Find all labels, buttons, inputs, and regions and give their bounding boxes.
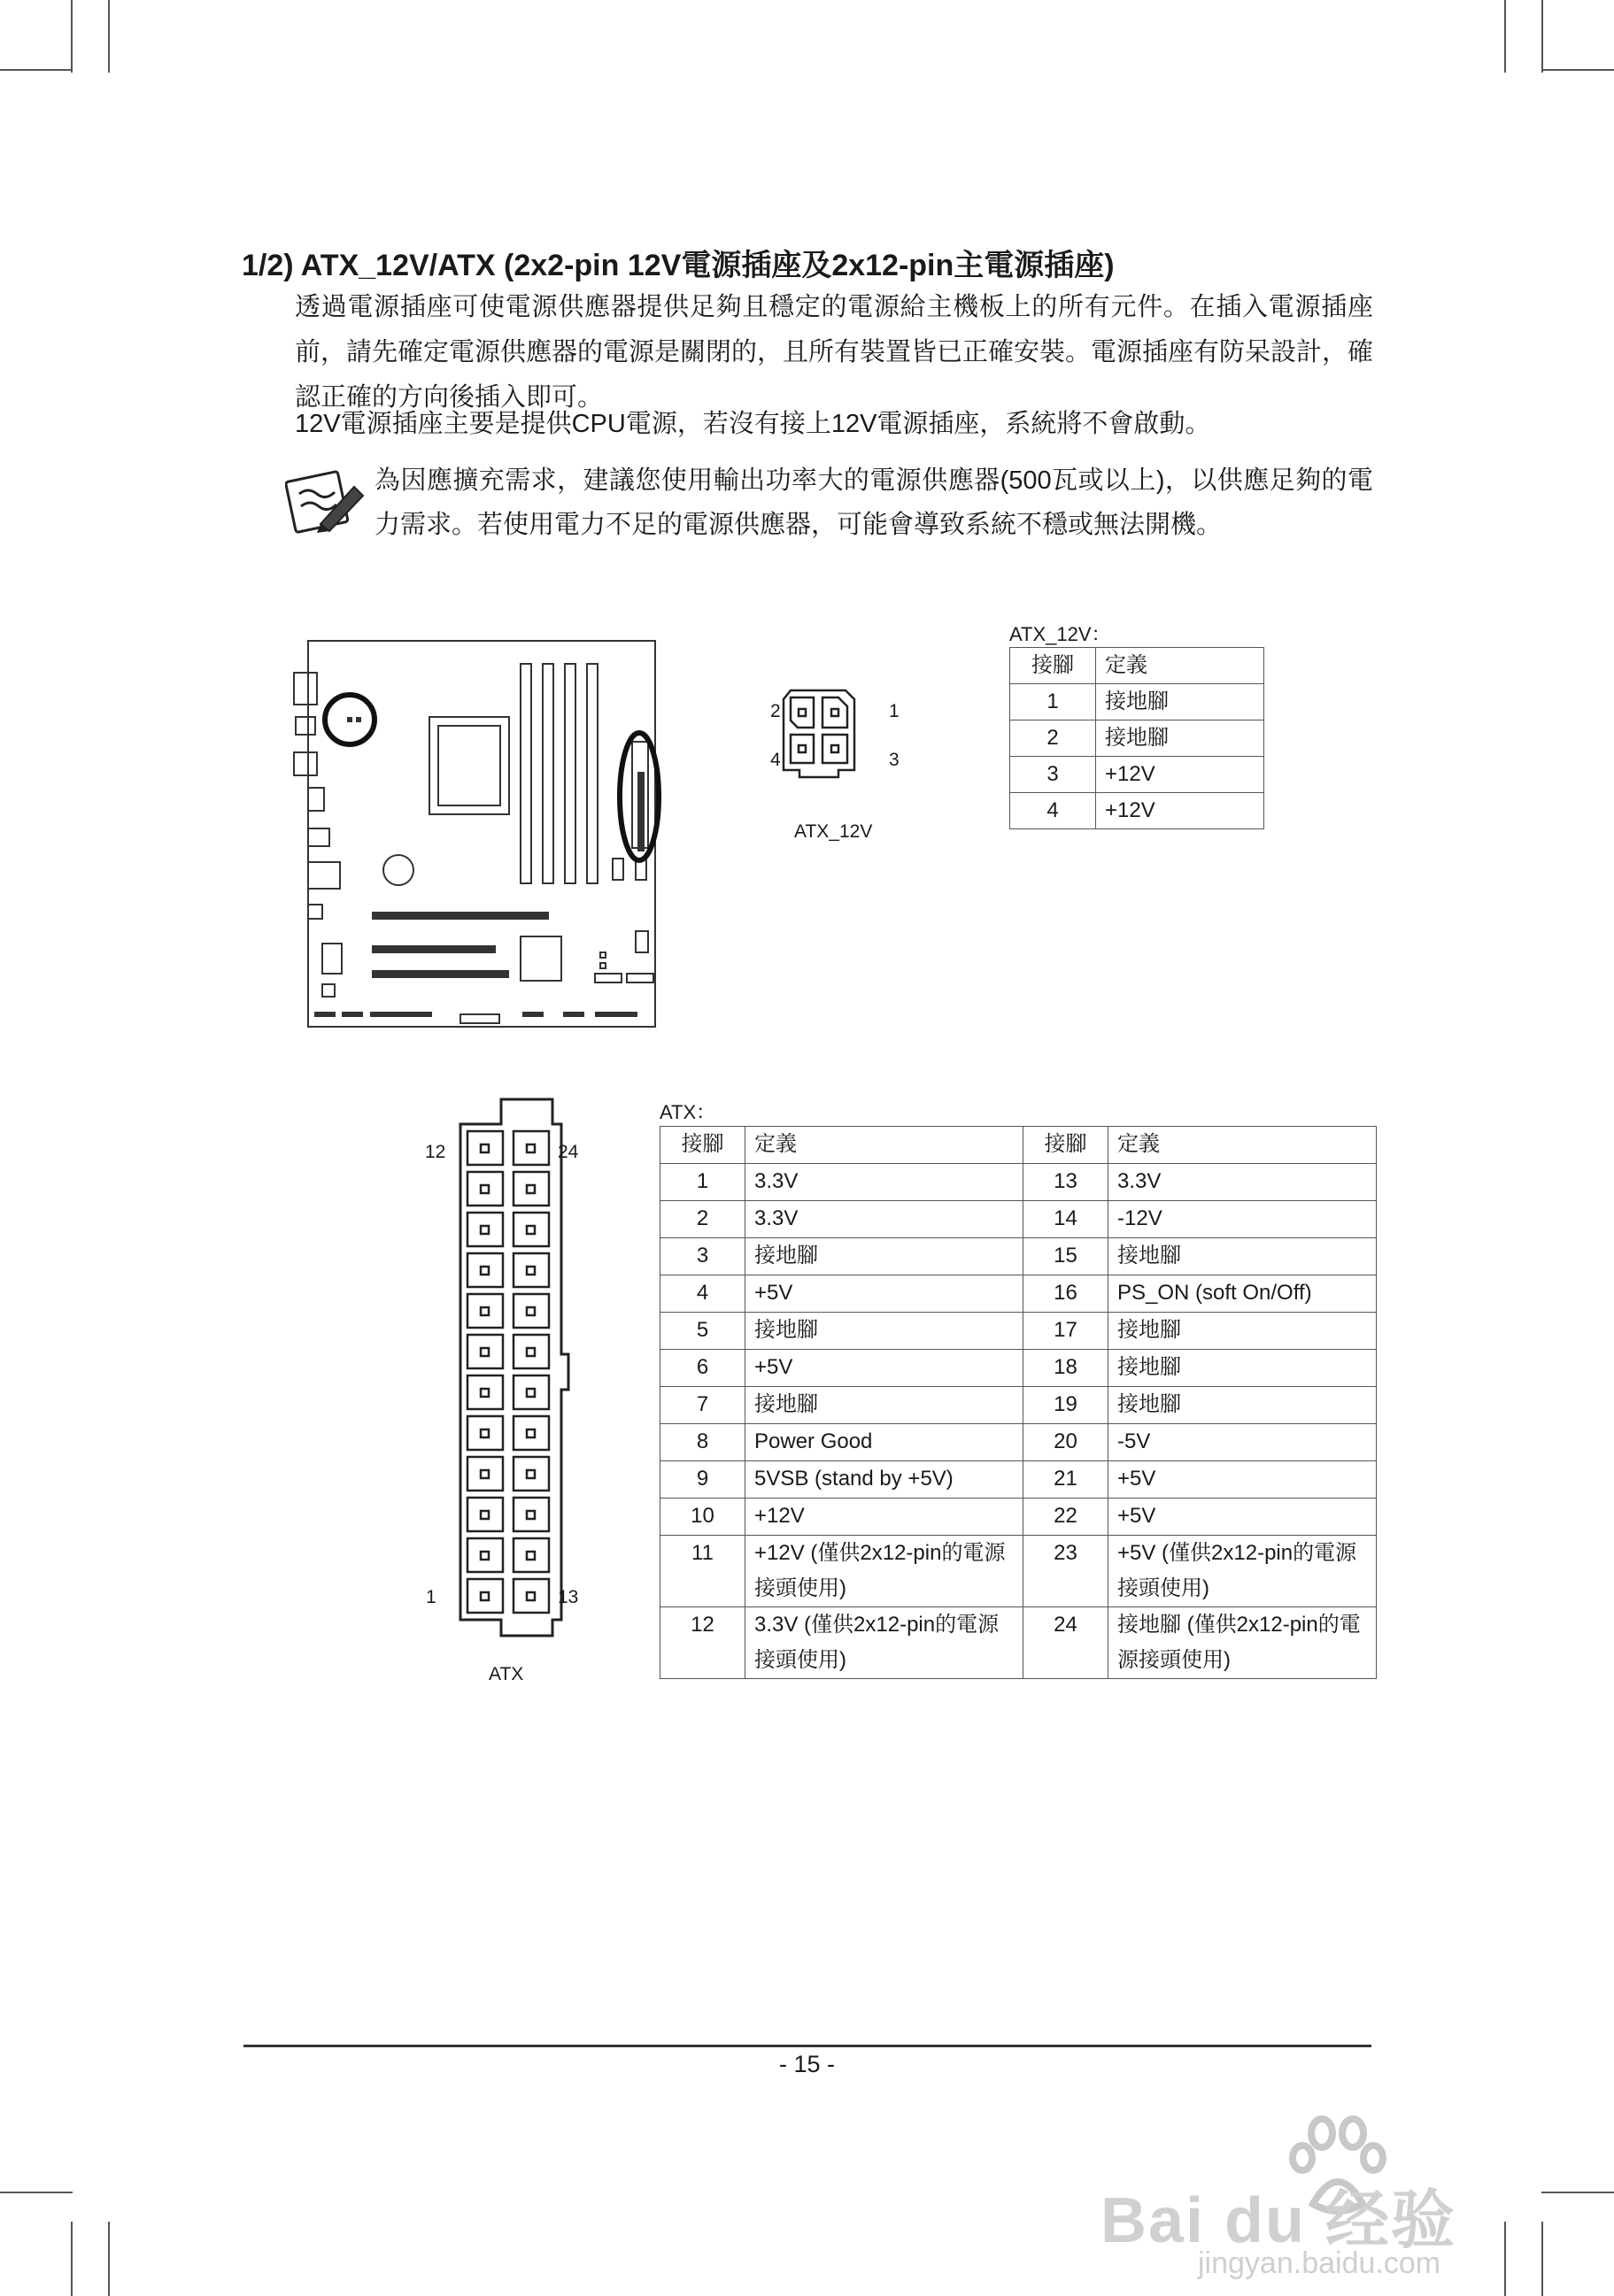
atx-pin-socket xyxy=(467,1172,503,1206)
table-row xyxy=(660,1350,1377,1387)
definition-cell: -5V xyxy=(1108,1424,1377,1461)
definition-cell: Power Good xyxy=(745,1424,1023,1461)
pin-cell: 18 xyxy=(1023,1350,1108,1387)
atx-pin-contact xyxy=(481,1389,489,1397)
definition-cell: +12V xyxy=(1096,757,1264,793)
atx-pin-socket xyxy=(514,1538,549,1572)
pin-cell: 11 xyxy=(660,1536,745,1607)
atx-pin-contact xyxy=(481,1552,489,1560)
pin-cell: 3 xyxy=(1010,757,1096,793)
atx-pin-contact xyxy=(481,1307,489,1315)
baidu-jingyan-watermark xyxy=(1100,2107,1512,2284)
intro-paragraph: 透過電源插座可使電源供應器提供足夠且穩定的電源給主機板上的所有元件。在插入電源插座前，請先確定電源供應器的電源是關閉的，且所有裝置皆已正確安裝。電源插座有防呆設計，確認正確的方向後插入即可。 xyxy=(295,293,1374,412)
pin-cell: 2 xyxy=(660,1201,745,1238)
definition-cell: 接地腳 xyxy=(1108,1387,1377,1424)
table-row xyxy=(660,1607,1377,1679)
definition-cell: 3.3V xyxy=(1108,1164,1377,1201)
pin-cell: 17 xyxy=(1023,1313,1108,1350)
table-row xyxy=(1010,720,1264,757)
atx-pin-contact xyxy=(527,1592,535,1600)
cpu-power-paragraph: 12V電源插座主要是提供CPU電源，若沒有接上12V電源插座，系統將不會啟動。 xyxy=(295,410,1211,438)
crop-mark xyxy=(1541,2222,1543,2296)
pin-cell: 16 xyxy=(1023,1275,1108,1313)
header-cell: 接腳 xyxy=(660,1127,745,1164)
definition-cell: +12V xyxy=(1096,793,1264,829)
atx-pin-contact xyxy=(527,1307,535,1315)
atx12v-pin-table xyxy=(1009,647,1264,829)
atx-pin-socket xyxy=(467,1213,503,1246)
pin-cell: 12 xyxy=(660,1607,745,1679)
atx-pin-contact xyxy=(527,1185,535,1193)
atx-24pin-connector-drawing xyxy=(443,1098,584,1655)
footer-rule xyxy=(243,2045,1371,2047)
table-row xyxy=(660,1387,1377,1424)
atx-pin-socket xyxy=(467,1253,503,1287)
pin-cell: 10 xyxy=(660,1499,745,1536)
atx-pin-socket xyxy=(514,1172,549,1206)
table-row xyxy=(660,1275,1377,1313)
header-cell: 定義 xyxy=(1096,648,1264,684)
table-header-row xyxy=(660,1127,1377,1164)
note-text: 為因應擴充需求，建議您使用輸出功率大的電源供應器(500瓦或以上)，以供應足夠的電力需求。若使用電力不足的電源供應器，可能會導致系統不穩或無法開機。 xyxy=(375,466,1373,539)
definition-cell: 接地腳 xyxy=(745,1387,1023,1424)
pin-cell: 21 xyxy=(1023,1461,1108,1499)
pin-cell: 13 xyxy=(1023,1164,1108,1201)
atx12v-pin-label: 1 xyxy=(889,701,900,721)
atx-pin-socket xyxy=(514,1294,549,1328)
pin-cell: 24 xyxy=(1023,1607,1108,1679)
header-cell: 接腳 xyxy=(1023,1127,1108,1164)
atx-pin-contact xyxy=(527,1552,535,1560)
crop-mark xyxy=(1541,2192,1614,2193)
crop-mark xyxy=(0,69,73,71)
table-row xyxy=(1010,793,1264,829)
atx-pin-contact xyxy=(481,1144,489,1152)
definition-cell: +5V xyxy=(745,1275,1023,1313)
atx-pin-contact xyxy=(527,1511,535,1519)
definition-cell: -12V xyxy=(1108,1201,1377,1238)
motherboard-diagram xyxy=(283,620,699,1036)
crop-mark xyxy=(1504,0,1506,73)
atx-pin-socket xyxy=(467,1579,503,1613)
atx-pin-contact xyxy=(527,1144,535,1152)
atx-pin-socket xyxy=(514,1213,549,1246)
definition-cell: +5V (僅供2x12-pin的電源接頭使用) xyxy=(1108,1536,1377,1607)
page-number: - 15 - xyxy=(778,2051,836,2077)
table-row xyxy=(660,1424,1377,1461)
atx-caption: ATX xyxy=(489,1664,524,1684)
definition-cell: 接地腳 xyxy=(1108,1350,1377,1387)
pin-cell: 22 xyxy=(1023,1499,1108,1536)
definition-cell: 3.3V xyxy=(745,1164,1023,1201)
table-row xyxy=(660,1499,1377,1536)
atx-pin-contact xyxy=(481,1511,489,1519)
atx-pin-socket xyxy=(514,1375,549,1409)
atx-pin-contact xyxy=(481,1470,489,1478)
atx12v-pin-label: 4 xyxy=(770,750,781,770)
definition-cell: 接地腳 xyxy=(1096,684,1264,720)
table-row xyxy=(660,1536,1377,1607)
pin-cell: 6 xyxy=(660,1350,745,1387)
definition-cell: 接地腳 xyxy=(745,1313,1023,1350)
pin-cell: 8 xyxy=(660,1424,745,1461)
atx-pin-contact xyxy=(481,1185,489,1193)
atx-pin-socket xyxy=(514,1253,549,1287)
definition-cell: +5V xyxy=(1108,1461,1377,1499)
table-row xyxy=(1010,757,1264,793)
atx-pin-socket xyxy=(467,1416,503,1450)
crop-mark xyxy=(1541,69,1614,71)
atx12v-caption: ATX_12V xyxy=(794,821,873,842)
crop-mark xyxy=(108,2222,110,2296)
atx12v-pin-label: 3 xyxy=(889,750,900,770)
definition-cell: +12V (僅供2x12-pin的電源接頭使用) xyxy=(745,1536,1023,1607)
pin-cell: 3 xyxy=(660,1238,745,1275)
crop-mark xyxy=(0,2192,73,2193)
atx-pin-contact xyxy=(481,1429,489,1437)
atx-pin-socket xyxy=(514,1498,549,1531)
atx-pin-contact xyxy=(527,1429,535,1437)
atx-pin-socket xyxy=(467,1131,503,1165)
pin-cell: 14 xyxy=(1023,1201,1108,1238)
atx-pin-contact xyxy=(527,1470,535,1478)
pin-cell: 9 xyxy=(660,1461,745,1499)
pin-cell: 4 xyxy=(1010,793,1096,829)
header-cell: 定義 xyxy=(1108,1127,1377,1164)
atx-pin-contact xyxy=(481,1226,489,1234)
table-row xyxy=(660,1313,1377,1350)
watermark-url: jingyan.baidu.com xyxy=(1198,2246,1441,2280)
atx-pin-socket xyxy=(514,1457,549,1491)
atx-pin-contact xyxy=(481,1348,489,1356)
atx-pin-socket xyxy=(467,1538,503,1572)
atx-pin-contact xyxy=(527,1389,535,1397)
atx-pin-socket xyxy=(514,1579,549,1613)
header-cell: 定義 xyxy=(745,1127,1023,1164)
atx-pin-contact xyxy=(481,1592,489,1600)
pin-cell: 1 xyxy=(660,1164,745,1201)
pin-cell: 23 xyxy=(1023,1536,1108,1607)
table-header-row xyxy=(1010,648,1264,684)
section-heading: 1/2) ATX_12V/ATX (2x2-pin 12V電源插座及2x12-pin主電源插座) xyxy=(242,249,1115,282)
crop-mark xyxy=(1541,0,1543,73)
definition-cell: +12V xyxy=(745,1499,1023,1536)
atx-pin-socket xyxy=(514,1335,549,1368)
note-pencil-icon xyxy=(285,467,367,535)
pin-cell: 5 xyxy=(660,1313,745,1350)
pin-cell: 4 xyxy=(660,1275,745,1313)
atx-pin-socket xyxy=(514,1416,549,1450)
definition-cell: 接地腳 xyxy=(745,1238,1023,1275)
atx-table-title: ATX： xyxy=(660,1101,716,1123)
definition-cell: +5V xyxy=(745,1350,1023,1387)
pin-cell: 1 xyxy=(1010,684,1096,720)
definition-cell: 接地腳 (僅供2x12-pin的電源接頭使用) xyxy=(1108,1607,1377,1679)
atx-pin-table xyxy=(660,1126,1377,1679)
atx-pin-label: 13 xyxy=(558,1587,579,1607)
pin-cell: 15 xyxy=(1023,1238,1108,1275)
header-cell: 接腳 xyxy=(1010,648,1096,684)
table-row xyxy=(660,1201,1377,1238)
atx-pin-socket xyxy=(467,1294,503,1328)
definition-cell: 接地腳 xyxy=(1108,1238,1377,1275)
definition-cell: 5VSB (stand by +5V) xyxy=(745,1461,1023,1499)
table-row xyxy=(660,1238,1377,1275)
atx12v-table-title: ATX_12V： xyxy=(1009,623,1111,645)
atx-pin-socket xyxy=(467,1335,503,1368)
atx12v-pin-label: 2 xyxy=(770,701,781,721)
table-row xyxy=(1010,684,1264,720)
watermark-brand: Bai du 经验 xyxy=(1100,2185,1457,2256)
atx-pin-contact xyxy=(527,1267,535,1275)
atx-pin-label: 24 xyxy=(558,1142,579,1162)
atx-pin-contact xyxy=(527,1226,535,1234)
crop-mark xyxy=(108,0,110,73)
crop-mark xyxy=(71,2222,73,2296)
atx-12v-connector-drawing xyxy=(757,682,890,788)
definition-cell: 3.3V xyxy=(745,1201,1023,1238)
definition-cell: PS_ON (soft On/Off) xyxy=(1108,1275,1377,1313)
atx-pin-socket xyxy=(467,1498,503,1531)
crop-mark xyxy=(71,0,73,73)
pin-cell: 7 xyxy=(660,1387,745,1424)
definition-cell: +5V xyxy=(1108,1499,1377,1536)
table-row xyxy=(660,1461,1377,1499)
atx-pin-socket xyxy=(514,1131,549,1165)
definition-cell: 3.3V (僅供2x12-pin的電源接頭使用) xyxy=(745,1607,1023,1679)
table-row xyxy=(660,1164,1377,1201)
pin-cell: 2 xyxy=(1010,720,1096,757)
definition-cell: 接地腳 xyxy=(1108,1313,1377,1350)
atx-pin-label: 12 xyxy=(425,1142,446,1162)
definition-cell: 接地腳 xyxy=(1096,720,1264,757)
pin-cell: 19 xyxy=(1023,1387,1108,1424)
atx-pin-socket xyxy=(467,1375,503,1409)
atx-pin-label: 1 xyxy=(426,1587,436,1607)
pin-cell: 20 xyxy=(1023,1424,1108,1461)
atx-pin-socket xyxy=(467,1457,503,1491)
atx-pin-contact xyxy=(481,1267,489,1275)
atx-pin-contact xyxy=(527,1348,535,1356)
